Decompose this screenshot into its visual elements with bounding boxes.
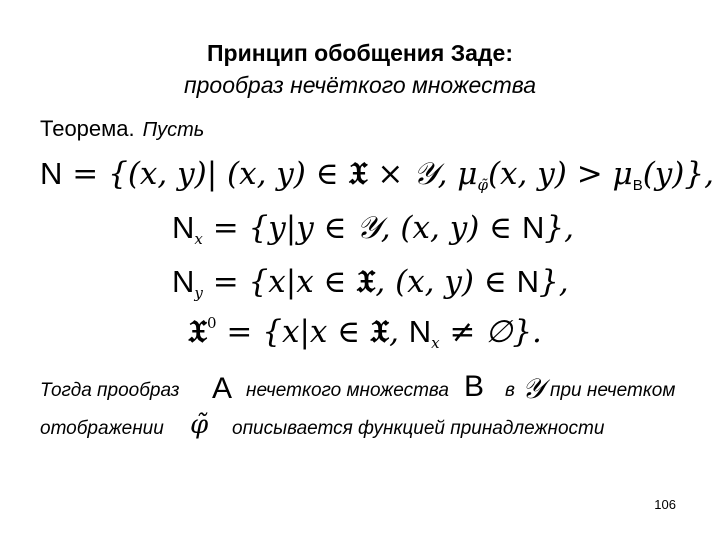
formula-text: , (x, y) ∈ (375, 264, 517, 300)
cal-y-symbol: 𝒴 (522, 372, 544, 405)
cal-y-symbol: 𝒴 (413, 156, 438, 192)
described-text: описывается функцией принадлежности (232, 418, 605, 439)
formula-text: ≠ ∅}. (439, 314, 542, 350)
theorem-word: Теорема. (40, 116, 135, 141)
frak-x-symbol: 𝔛 (348, 156, 368, 192)
fuzzy-set-text: нечеткого множества (246, 380, 449, 401)
slide-title: Принцип обобщения Заде: (207, 40, 513, 66)
set-a-symbol: A (212, 372, 233, 405)
formula-text: , (x, y) ∈ (380, 210, 522, 246)
formula-n-symbol: N (516, 264, 540, 299)
formula-text: (x, y) > μ (487, 156, 633, 192)
formula-set-ny (172, 264, 569, 302)
formula-text: {(x, y)| (x, y) ∈ (108, 156, 349, 192)
formula-text: (y)}, (642, 156, 714, 192)
formula-equals: = (72, 156, 99, 192)
formula-n-symbol: N (408, 314, 432, 349)
formula-set-x0 (188, 314, 542, 352)
then-preimage-text: Тогда прообраз (40, 380, 180, 401)
page-number: 106 (654, 497, 676, 512)
theorem-intro (40, 116, 204, 142)
mapping-text: отображении (40, 418, 164, 439)
formula-text: = {x|x ∈ (202, 264, 357, 300)
formula-n-symbol: N (172, 264, 195, 299)
slide-subtitle: прообраз нечёткого множества (183, 72, 537, 98)
formula-text: }, (539, 264, 569, 300)
x-subscript: x (431, 334, 440, 352)
b-subscript: B (632, 177, 643, 194)
phi-tilde-symbol: φ̃ (190, 410, 209, 440)
frak-x-symbol: 𝔛 (188, 314, 208, 350)
x-subscript: x (194, 230, 203, 248)
formula-text: = {x|x ∈ (216, 314, 371, 350)
zero-superscript: 0 (207, 314, 217, 332)
set-b-symbol: B (464, 370, 485, 403)
in-word: в (505, 380, 515, 401)
cal-y-symbol: 𝒴 (356, 210, 381, 246)
formula-text: , μ (437, 156, 478, 192)
let-word: Пусть (142, 119, 205, 141)
frak-x-symbol: 𝔛 (356, 264, 376, 300)
formula-n-symbol: N (172, 210, 195, 245)
phi-subscript: φ̃ (477, 176, 488, 194)
under-fuzzy-text: при нечетком (550, 380, 676, 401)
formula-text: = {y|y ∈ (202, 210, 357, 246)
formula-set-n (40, 156, 714, 194)
formula-n-symbol: N (521, 210, 545, 245)
formula-text: × (367, 156, 414, 192)
formula-text: }, (544, 210, 574, 246)
formula-text: , (389, 314, 409, 350)
formula-set-nx (172, 210, 574, 248)
formula-n-symbol: N (40, 156, 63, 191)
frak-x-symbol: 𝔛 (370, 314, 390, 350)
y-subscript: y (194, 284, 203, 302)
